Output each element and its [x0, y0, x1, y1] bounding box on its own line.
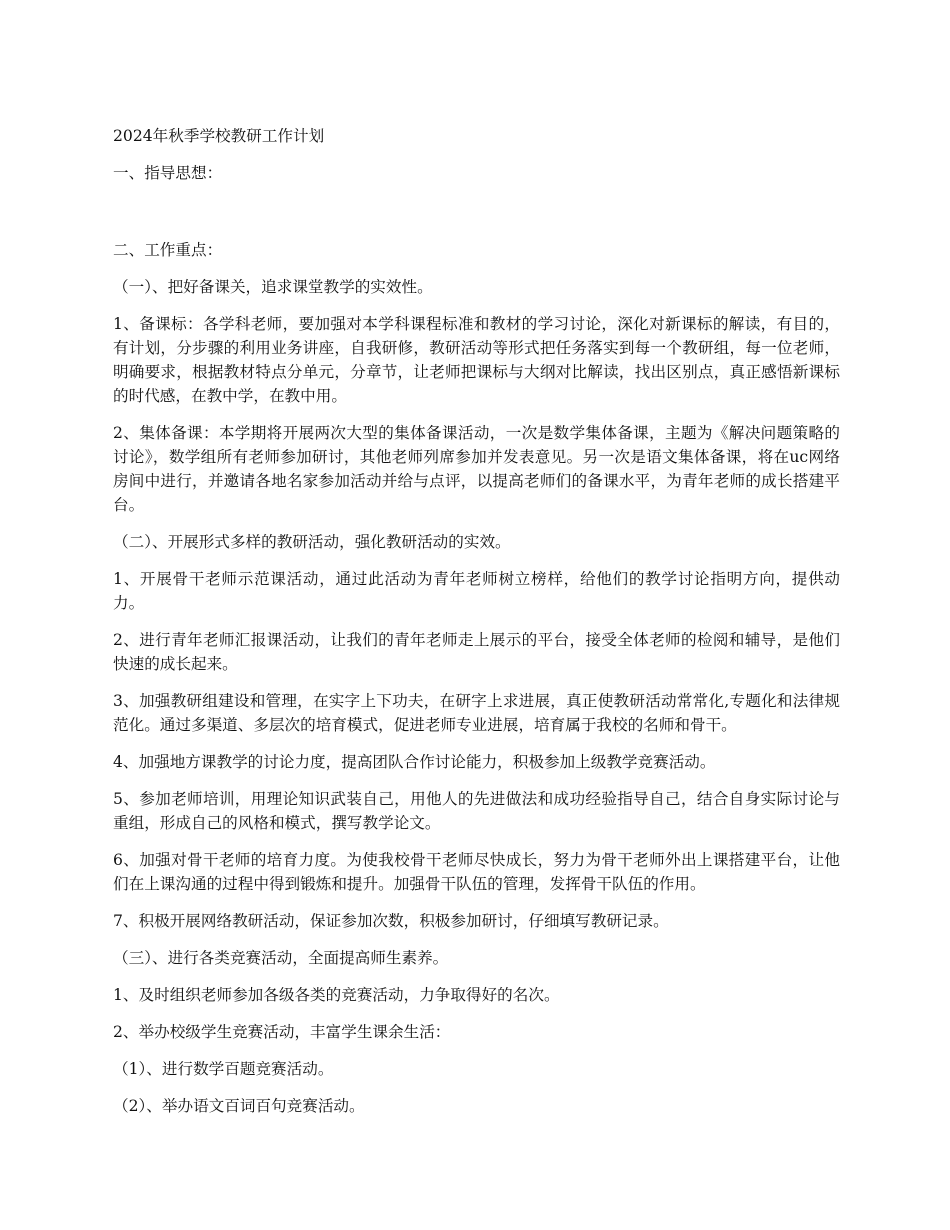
paragraph: 2、举办校级学生竞赛活动，丰富学生课余生活： [113, 1023, 451, 1041]
section-heading-work-focus: 二、工作重点： [113, 241, 223, 259]
paragraph: 4、加强地方课教学的讨论力度，提高团队合作讨论能力，积极参加上级教学竞赛活动。 [113, 753, 716, 771]
paragraph: 2、进行青年老师汇报课活动，让我们的青年老师走上展示的平台，接受全体老师的检阅和辅导，是他们快速的成长起来。 [113, 631, 840, 673]
blank-space [113, 198, 840, 238]
subsection-heading-research-activities: （二）、开展形式多样的教研活动，强化教研活动的实效。 [113, 533, 511, 551]
document-title: 2024年秋季学校教研工作计划 [113, 127, 325, 145]
list-item: （1）、进行数学百题竞赛活动。 [113, 1060, 334, 1078]
section-heading-guiding-ideas: 一、指导思想： [113, 164, 223, 182]
paragraph: 1、备课标：各学科老师，要加强对本学科课程标准和教材的学习讨论，深化对新课标的解读，有目的，有计划，分步骤的利用业务讲座，自我研修，教研活动等形式把任务落实到每一个教研组，每一位老师，明确要求，根据教材特点分单元，分章节，让老师把课标与大纲对比解读，找出区别点，真正感悟新课标的时代感，在教中学，在教中用。 [113, 315, 840, 405]
paragraph: 3、加强教研组建设和管理，在实字上下功夫，在研字上求进展，真正使教研活动常常化,专题化和法律规范化。通过多渠道、多层次的培育模式，促进老师专业进展，培育属于我校的名师和骨干。 [113, 692, 840, 734]
paragraph: 6、加强对骨干老师的培育力度。为使我校骨干老师尽快成长，努力为骨干老师外出上课搭建平台，让他们在上课沟通的过程中得到锻炼和提升。加强骨干队伍的管理，发挥骨干队伍的作用。 [113, 851, 840, 893]
list-item: （2）、举办语文百词百句竞赛活动。 [113, 1097, 365, 1115]
subsection-heading-lesson-prep: （一）、把好备课关，追求课堂教学的实效性。 [113, 278, 433, 296]
paragraph: 2、集体备课：本学期将开展两次大型的集体备课活动，一次是数学集体备课，主题为《解决问题策略的讨论》，数学组所有老师参加研讨，其他老师列席参加并发表意见。另一次是语文集体备课，将在uc网络房间中进行，并邀请各地名家参加活动并给与点评，以提高老师们的备课水平，为青年老师的成长搭建平台。 [113, 424, 840, 514]
paragraph: 7、积极开展网络教研活动，保证参加次数，积极参加研讨，仔细填写教研记录。 [113, 912, 669, 930]
paragraph: 1、及时组织老师参加各级各类的竞赛活动，力争取得好的名次。 [113, 986, 560, 1004]
document-body [113, 124, 840, 1131]
paragraph: 5、参加老师培训，用理论知识武装自己，用他人的先进做法和成功经验指导自己，结合自身实际讨论与重组，形成自己的风格和模式，撰写教学论文。 [113, 790, 840, 832]
subsection-heading-competitions: （三）、进行各类竞赛活动，全面提高师生素养。 [113, 949, 449, 967]
paragraph: 1、开展骨干老师示范课活动，通过此活动为青年老师树立榜样，给他们的教学讨论指明方向，提供动力。 [113, 570, 840, 612]
